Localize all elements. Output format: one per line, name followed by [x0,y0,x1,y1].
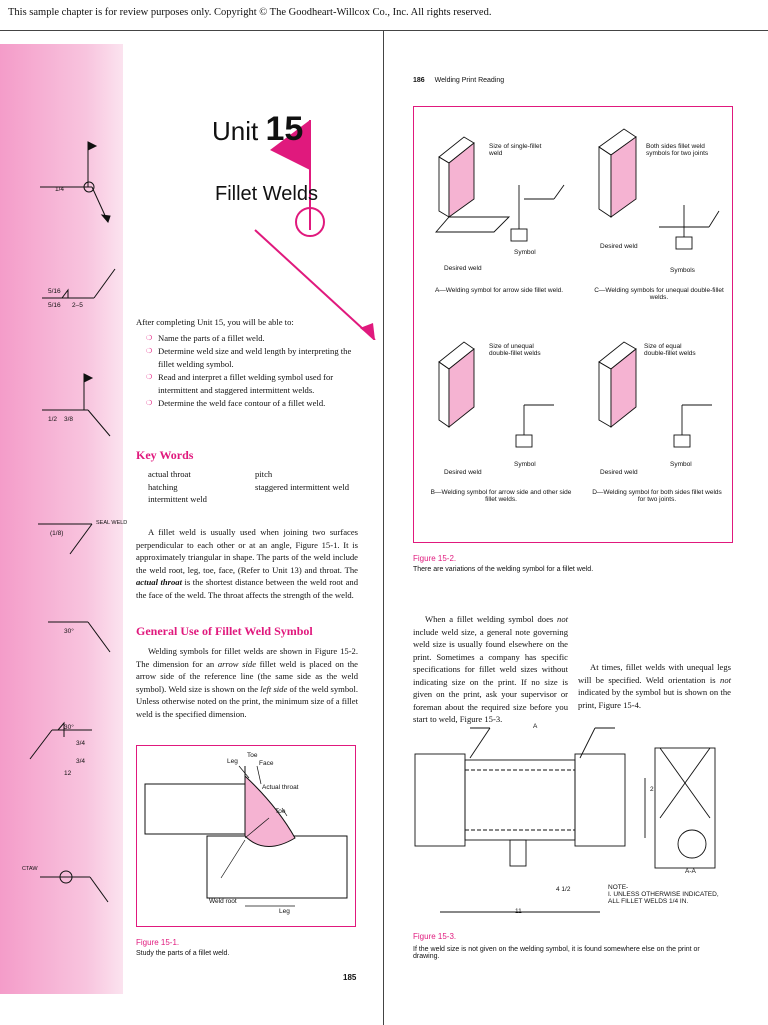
sidebar-label-4: 2–5 [72,302,83,309]
fig2d-note: Size of equal double-fillet welds [644,343,696,357]
fig2c-caption: C—Welding symbols for unequal double-fillet welds. [594,287,724,301]
fig2d-caption: D—Welding symbol for both sides fillet welds for two joints. [592,489,722,503]
objective-item: ❍ Determine weld size and weld length by interpreting the fillet welding symbol. [146,345,368,370]
running-head-title: Welding Print Reading [434,77,505,84]
section-heading: General Use of Fillet Weld Symbol [136,624,313,638]
sidebar-label-6: 3/8 [64,416,74,423]
label-leg-bottom: Leg [279,908,290,915]
sidebar-label-1: 1/4 [55,186,65,193]
fig3-dim-eleven: 11 [515,908,522,915]
fig3-dim-two: 2 [650,786,654,793]
objectives-intro: After completing Unit 15, you will be able to: [136,317,294,327]
para-text: include weld size, a general note governing weld size is usually found elsewhere on the print. Sometimes a company has specific specifications for fillet weld sizes without indicating size on the print. If no size is given on the print, ask your supervisor or foreman about the required size before you start to weld, Figure 15-3. [413,626,568,724]
para-emphasis: not [557,614,568,624]
figure-15-1-caption: Study the parts of a fillet weld. [136,950,230,957]
sidebar-label-9: 30° [64,628,74,635]
key-word: staggered intermittent weld [255,481,350,492]
para-text: fillet weld is placed on the arrow side of the reference line (the same side as the weld symbol). Weld size is shown on the [136,658,358,694]
para-text: Welding symbols for fillet welds are shown in Figure 15-2. The dimension for an [136,646,358,669]
fig2d-desired: Desired weld [600,469,638,476]
para-emphasis: not [720,674,731,685]
objective-item: ❍ Determine the weld face contour of a fillet weld. [146,397,368,410]
fig3-note-body: I. UNLESS OTHERWISE INDICATED, ALL FILLET WELDS 1/4 IN. [608,891,719,905]
fig2a-caption: A—Welding symbol for arrow side fillet weld. [434,287,564,294]
sidebar-label-8: (1/8) [50,530,64,537]
right-paragraph-2 [578,661,731,711]
fig2b-symbol: Symbol [514,461,536,468]
key-words-column-1 [148,468,248,506]
sidebar-label-10: 30° [64,724,74,731]
objective-item: ❍ Read and interpret a fillet welding symbol used for intermittent and staggered intermittent welds. [146,371,368,396]
figure-15-3-caption-title: Figure 15-3. [413,932,457,941]
para-text: When a fillet welding symbol does [425,614,558,624]
unit-word: Unit [212,116,259,146]
fig3-note [608,884,728,905]
fig2d-symbol: Symbol [670,461,692,468]
label-actual-throat: Actual throat [262,784,299,791]
objective-item: ❍ Name the parts of a fillet weld. [146,332,368,345]
left-page-number: 185 [343,973,357,982]
right-paragraph-1 [413,613,568,726]
fig2c-desired: Desired weld [600,243,638,250]
unit-number: 15 [265,110,304,148]
para-emphasis: arrow side [217,658,257,669]
sidebar-label-2: 5/16 [48,288,61,295]
para-text: A fillet weld is usually used when joining two surfaces perpendicular to each other or at an angle, Figure 15-1. It is approximately triangular in shape. The parts of the weld include the weld root, leg, toe, face, (Refer to Unit 13) and throat. The [136,527,358,575]
key-words-heading: Key Words [136,448,194,462]
para-emphasis: actual throat [136,577,182,587]
sidebar-label-3: 5/16 [48,302,61,309]
figure-15-2 [413,106,733,543]
fig2a-symbol: Symbol [514,249,536,256]
para-emphasis: left side [260,683,288,694]
fig2c-note: Both sides fillet weld symbols for two joints [646,143,709,157]
figure-15-2-caption: There are variations of the welding symbol for a fillet weld. [413,566,594,573]
label-toe-right: Toe [275,808,286,815]
sidebar-label-12: 3/4 [76,758,86,765]
fig2b-caption: B—Welding symbol for arrow side and other side fillet welds. [430,489,572,503]
fig3-section-view: A-A [685,868,696,875]
key-word: intermittent weld [148,494,207,504]
key-word: actual throat [148,469,191,479]
fig2a-note: Size of single-fillet weld [489,143,542,157]
fig2b-note: Size of unequal double-fillet welds [489,343,541,357]
figure-15-2-caption-title: Figure 15-2. [413,554,457,563]
unit-title: Fillet Welds [215,183,318,205]
fig3-note-head: NOTE- [608,884,629,891]
fillet-weld-symbol-variations [414,107,732,542]
figure-15-1 [136,745,356,927]
fig2c-symbols: Symbols [670,267,695,274]
label-leg-top: Leg [227,758,238,765]
objectives-block [136,316,368,411]
para-text: of the weld symbol. Unless otherwise noted on the print, the minimum size of a fillet weld is the specified dimension. [136,683,358,719]
figure-15-1-caption-title: Figure 15-1. [136,938,180,947]
figure-15-3-caption: If the weld size is not given on the welding symbol, it is found somewhere else on the print or drawing. [413,946,700,960]
fig3-dim-four-half: 4 1/2 [556,886,571,893]
key-words-column-2 [255,468,365,493]
fig2b-desired: Desired weld [444,469,482,476]
label-weld-root: Weld root [209,898,237,905]
sidebar-label-5: 1/2 [48,416,58,423]
objectives-list [146,332,368,410]
key-word: hatching [148,481,178,492]
para-text: indicated by the symbol but is shown on the print, Figure 15-4. [578,687,731,710]
running-head [413,77,504,84]
label-face: Face [259,760,274,767]
sidebar-label-14: CTAW [22,866,38,872]
copyright-text: This sample chapter is for review purposes only. Copyright © The Goodheart-Willcox Co., Inc. All rights reserved. [8,7,492,18]
sidebar-label-7: SEAL WELD [96,520,128,526]
fillet-weld-diagram [137,746,355,926]
key-word: pitch [255,469,273,479]
copyright-header [0,0,768,28]
section-paragraph [136,645,358,720]
sidebar-label-13: 12 [64,770,72,777]
sidebar-label-11: 3/4 [76,740,86,747]
para-text: At times, fillet welds with unequal legs will be specified. Weld orientation is [578,662,731,685]
para-text: is the shortest distance between the weld root and the face of the weld. The throat affects the strength of the weld. [136,577,359,600]
label-toe-top: Toe [247,752,258,759]
fig2a-desired: Desired weld [444,265,482,272]
fig3-section-mark: A [533,723,538,730]
unit-heading [212,110,303,149]
right-page-number: 186 [413,77,425,84]
intro-paragraph [136,526,358,601]
